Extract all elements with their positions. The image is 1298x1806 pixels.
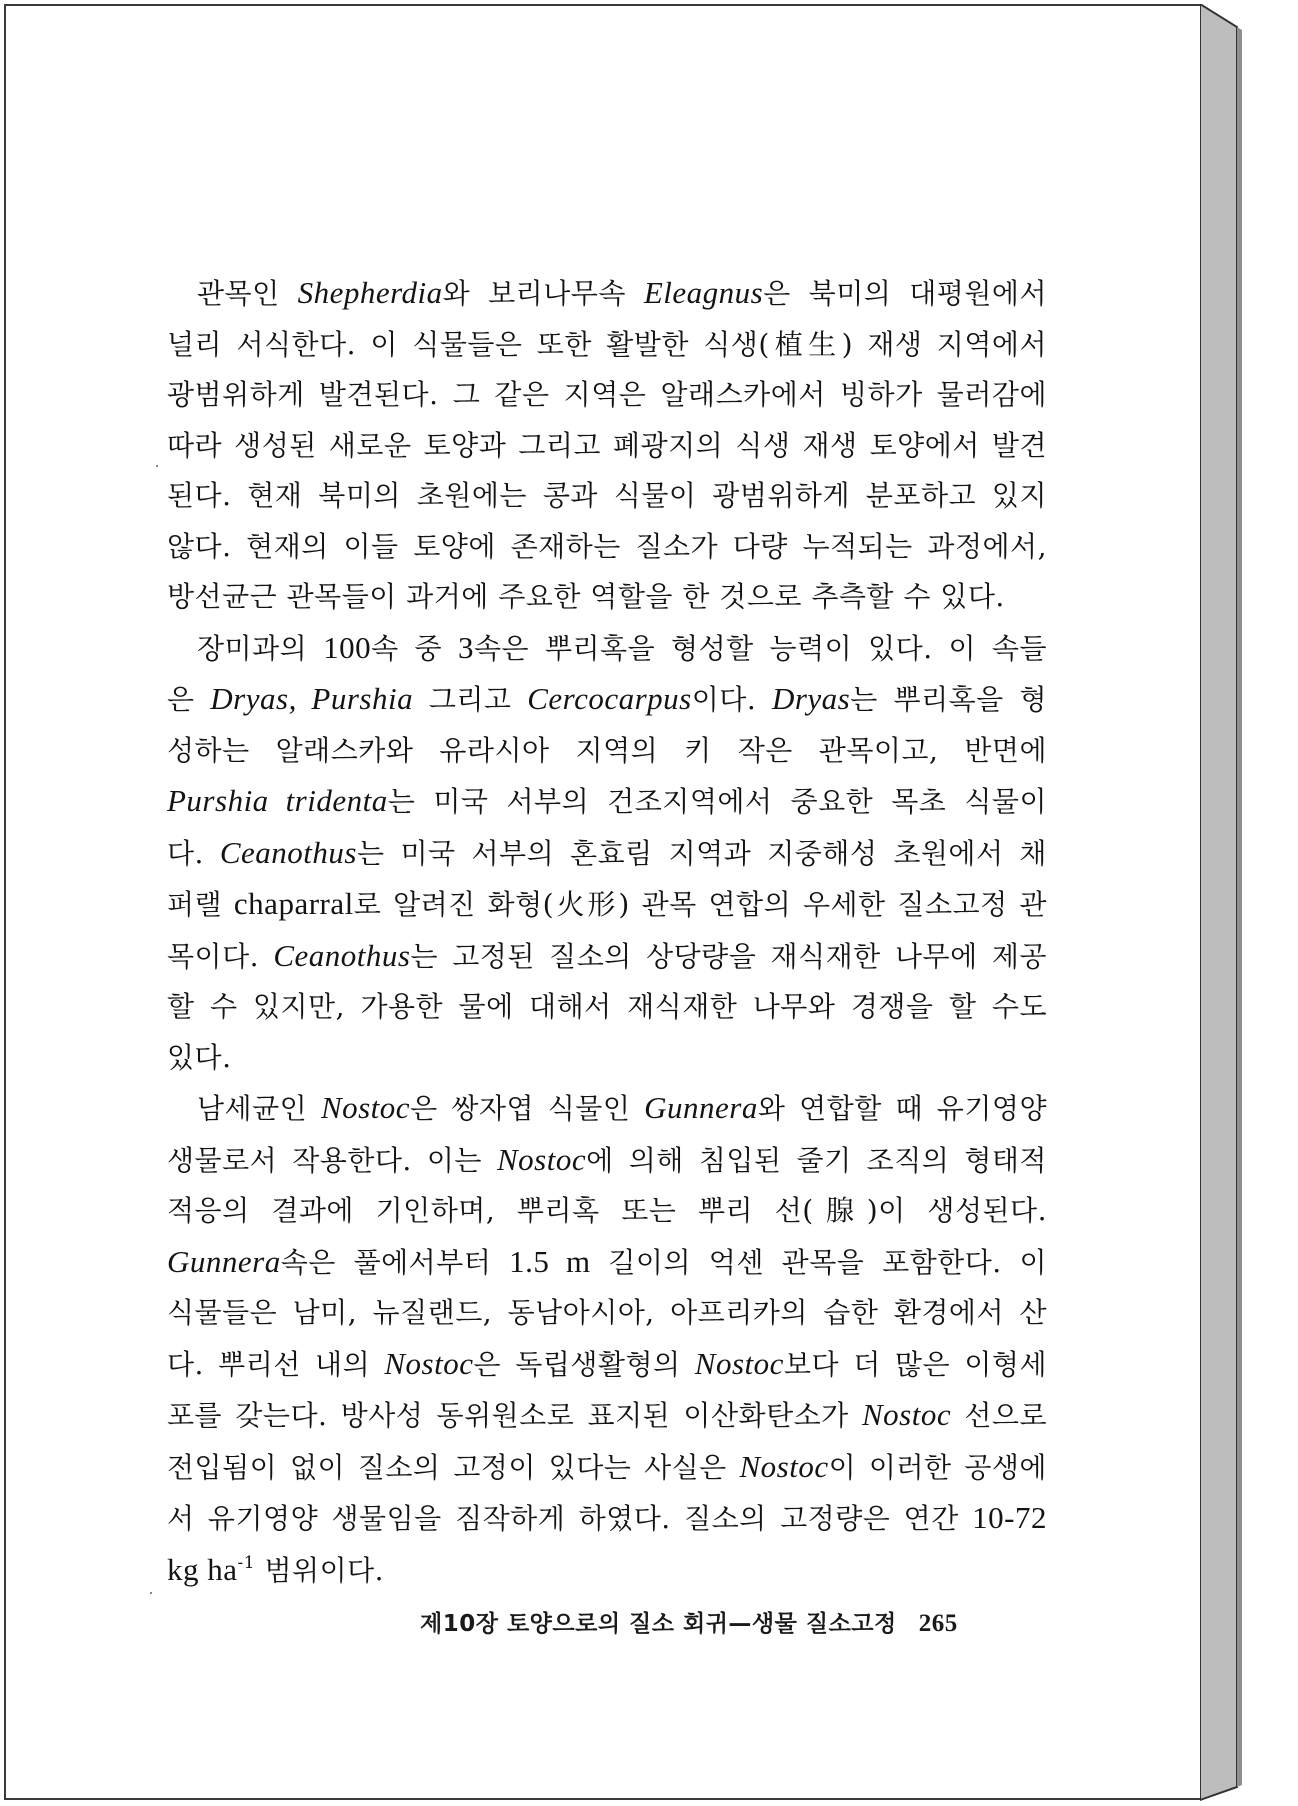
italic-term: Dryas, Purshia [210,681,414,716]
speck [156,465,158,467]
latin-text: 3 [457,629,474,665]
text-line: 성하는 알래스카와 유라시아 지역의 키 작은 관목이고, 반면에 [167,733,1047,767]
text-line: kg $ha^{-1}$ 범위이다. [167,1551,385,1587]
text-line: 남세균인 Nostoc은 쌍자엽 식물인 Gunnera와 연합할 때 유기영양 [197,1090,1047,1125]
text-line: 적응의 결과에 기인하며, 뿌리혹 또는 뿌리 선(腺)이 생성된다. [167,1194,1047,1227]
text-line: 서 유기영양 생물임을 짐작하게 하였다. 질소의 고정량은 연간 10-72 [167,1500,1047,1535]
page-footer [420,1605,1020,1638]
paragraph [167,623,1047,1084]
italic-term: Shepherdia [297,275,443,310]
italic-term: Nostoc [739,1448,829,1484]
text-line: 광범위하게 발견된다. 그 같은 지역은 알래스카에서 빙하가 물러감에 [167,378,1047,411]
text-line: 식물들은 남미, 뉴질랜드, 동남아시아, 아프리카의 습한 환경에서 산 [167,1296,1047,1329]
text-line: Purshia tridenta는 미국 서부의 건조지역에서 중요한 목초 식물이 [167,783,1047,818]
text-line: 전입됨이 없이 질소의 고정이 있다는 사실은 Nostoc이 이러한 공생에 [167,1448,1047,1484]
italic-term: Gunnera [644,1090,758,1125]
text-line: 은 Dryas, Purshia 그리고 Cercocarpus이다. Dryas는 뿌리혹을 형 [167,681,1047,716]
italic-term: Nostoc [497,1141,587,1177]
text-line: 포를 갖는다. 방사성 동위원소로 표지된 이산화탄소가 Nostoc 선으로 [167,1397,1047,1432]
text-line: 다. 뿌리선 내의 Nostoc은 독립생활형의 Nostoc보다 더 많은 이형세 [167,1345,1047,1381]
body-text [167,268,1047,1596]
latin-text: 100 [323,629,372,665]
italic-term: Nostoc [861,1397,952,1432]
italic-term: Eleagnus [643,275,764,310]
text-line: 널리 서식한다. 이 식물들은 또한 활발한 식생(植生) 재생 지역에서 [167,327,1047,361]
text-line: 따라 생성된 새로운 토양과 그리고 폐광지의 식생 재생 토양에서 발견 [167,428,1047,462]
text-line: 된다. 현재 북미의 초원에는 콩과 식물이 광범위하게 분포하고 있지 [167,479,1047,512]
running-head: 제10장 토양으로의 질소 회귀—생물 질소고정 [420,1611,897,1637]
text-line: 할 수 있지만, 가용한 물에 대해서 재식재한 나무와 경쟁을 할 수도 [167,990,1047,1023]
latin-text: 1.5 m [509,1243,591,1279]
italic-term: Nostoc [694,1345,784,1381]
text-line: 다. Ceanothus는 미국 서부의 혼효림 지역과 지중해성 초원에서 채 [167,834,1047,870]
text-line: 않다. 현재의 이들 토양에 존재하는 질소가 다량 누적되는 과정에서, [167,529,1047,563]
italic-term: Dryas [771,681,851,716]
text-line: 장미과의 100속 중 3속은 뿌리혹을 형성할 능력이 있다. 이 속들 [197,629,1048,665]
paragraph [167,268,1047,623]
book-edge-shape [1200,4,1298,1806]
italic-term: Ceanothus [273,937,411,973]
text-line: 퍼랠 chaparral로 알려진 화형(火形) 관목 연합의 우세한 질소고정 관 [167,886,1047,921]
text-line: Gunnera속은 풀에서부터 1.5 m 길이의 억센 관목을 포함한다. 이 [167,1243,1048,1279]
paragraph [167,1083,1047,1596]
italic-term: Cercocarpus [527,681,692,716]
latin-text: 10-72 [972,1500,1047,1535]
italic-term: Nostoc [320,1090,411,1125]
text-line: 생물로서 작용한다. 이는 Nostoc에 의해 침입된 줄기 조직의 형태적 [167,1141,1047,1177]
italic-term: Ceanothus [219,834,357,870]
speck [150,1592,152,1594]
italic-term: Purshia tridenta [167,783,388,818]
text-line: 있다. [167,1040,232,1074]
latin-text: kg ha [167,1551,238,1587]
superscript: -1 [237,1552,256,1573]
text-line: 목이다. Ceanothus는 고정된 질소의 상당량을 재식재한 나무에 제공 [167,937,1047,973]
page-number: 265 [918,1610,958,1637]
latin-text: chaparral [233,886,354,921]
text-line: 관목인 Shepherdia와 보리나무속 Eleagnus은 북미의 대평원에서 [197,275,1048,310]
text-line: 방선균근 관목들이 과거에 주요한 역할을 한 것으로 추측할 수 있다. [167,580,1005,613]
italic-term: Gunnera [167,1243,281,1279]
italic-term: Nostoc [384,1345,474,1381]
